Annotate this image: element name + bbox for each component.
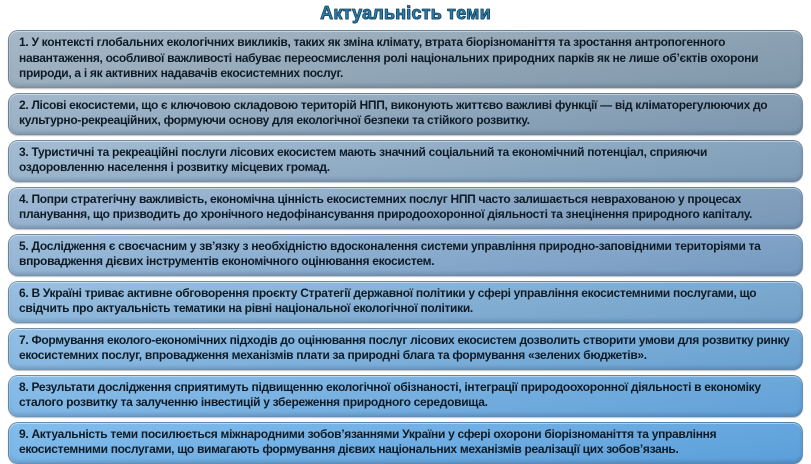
- relevance-item-9: 9. Актуальність теми посилюється міжнародними зобов’язаннями України у сфері охорони біорізноманіття та управління екосистемними послугами, що вимагають формування дієвих національних механізмів реалізації цих зобов’язань.: [8, 422, 803, 464]
- relevance-list: [8, 30, 803, 464]
- relevance-item-5: 5. Дослідження є своєчасним у зв’язку з необхідністю вдосконалення системи управління природно-заповідними територіями та впровадження дієвих інструментів економічного оцінювання екосистем.: [8, 234, 803, 276]
- relevance-item-6: 6. В Україні триває активне обговорення проєкту Стратегії державної політики у сфері управління екосистемними послугами, що свідчить про актуальність тематики на рівні національної екологічної політики.: [8, 281, 803, 323]
- relevance-item-3: 3. Туристичні та рекреаційні послуги лісових екосистем мають значний соціальний та економічний потенціал, сприяючи оздоровленню населення і розвитку місцевих громад.: [8, 140, 803, 182]
- relevance-item-1: 1. У контексті глобальних екологічних викликів, таких як зміна клімату, втрата біорізноманіття та зростання антропогенного навантаження, особливої важливості набуває переосмислення ролі національних природних парків як не лише об’єктів охорони природи, а і як активних надавачів екосистемних послуг.: [8, 30, 803, 88]
- relevance-item-8: 8. Результати дослідження сприятимуть підвищенню екологічної обізнаності, інтеграції природоохоронної діяльності в економіку сталого розвитку та залученню інвестицій у збереження природного середовища.: [8, 375, 803, 417]
- page-title: Актуальність теми: [320, 3, 491, 23]
- relevance-item-4: 4. Попри стратегічну важливість, економічна цінність екосистемних послуг НПП часто залишається неврахованою у процесах планування, що призводить до хронічного недофінансування природоохоронної діяльності та знецінення природного капіталу.: [8, 187, 803, 229]
- relevance-item-7: 7. Формування еколого-економічних підходів до оцінювання послуг лісових екосистем дозволить створити умови для розвитку ринку екосистемних послуг, впровадження механізмів плати за природні блага та формування «зелених бюджетів».: [8, 328, 803, 370]
- relevance-item-2: 2. Лісові екосистеми, що є ключовою складовою територій НПП, виконують життєво важливі функції — від кліматорегулюючих до культурно-рекреаційних, формуючи основу для екологічної безпеки та стійкого розвитку.: [8, 93, 803, 135]
